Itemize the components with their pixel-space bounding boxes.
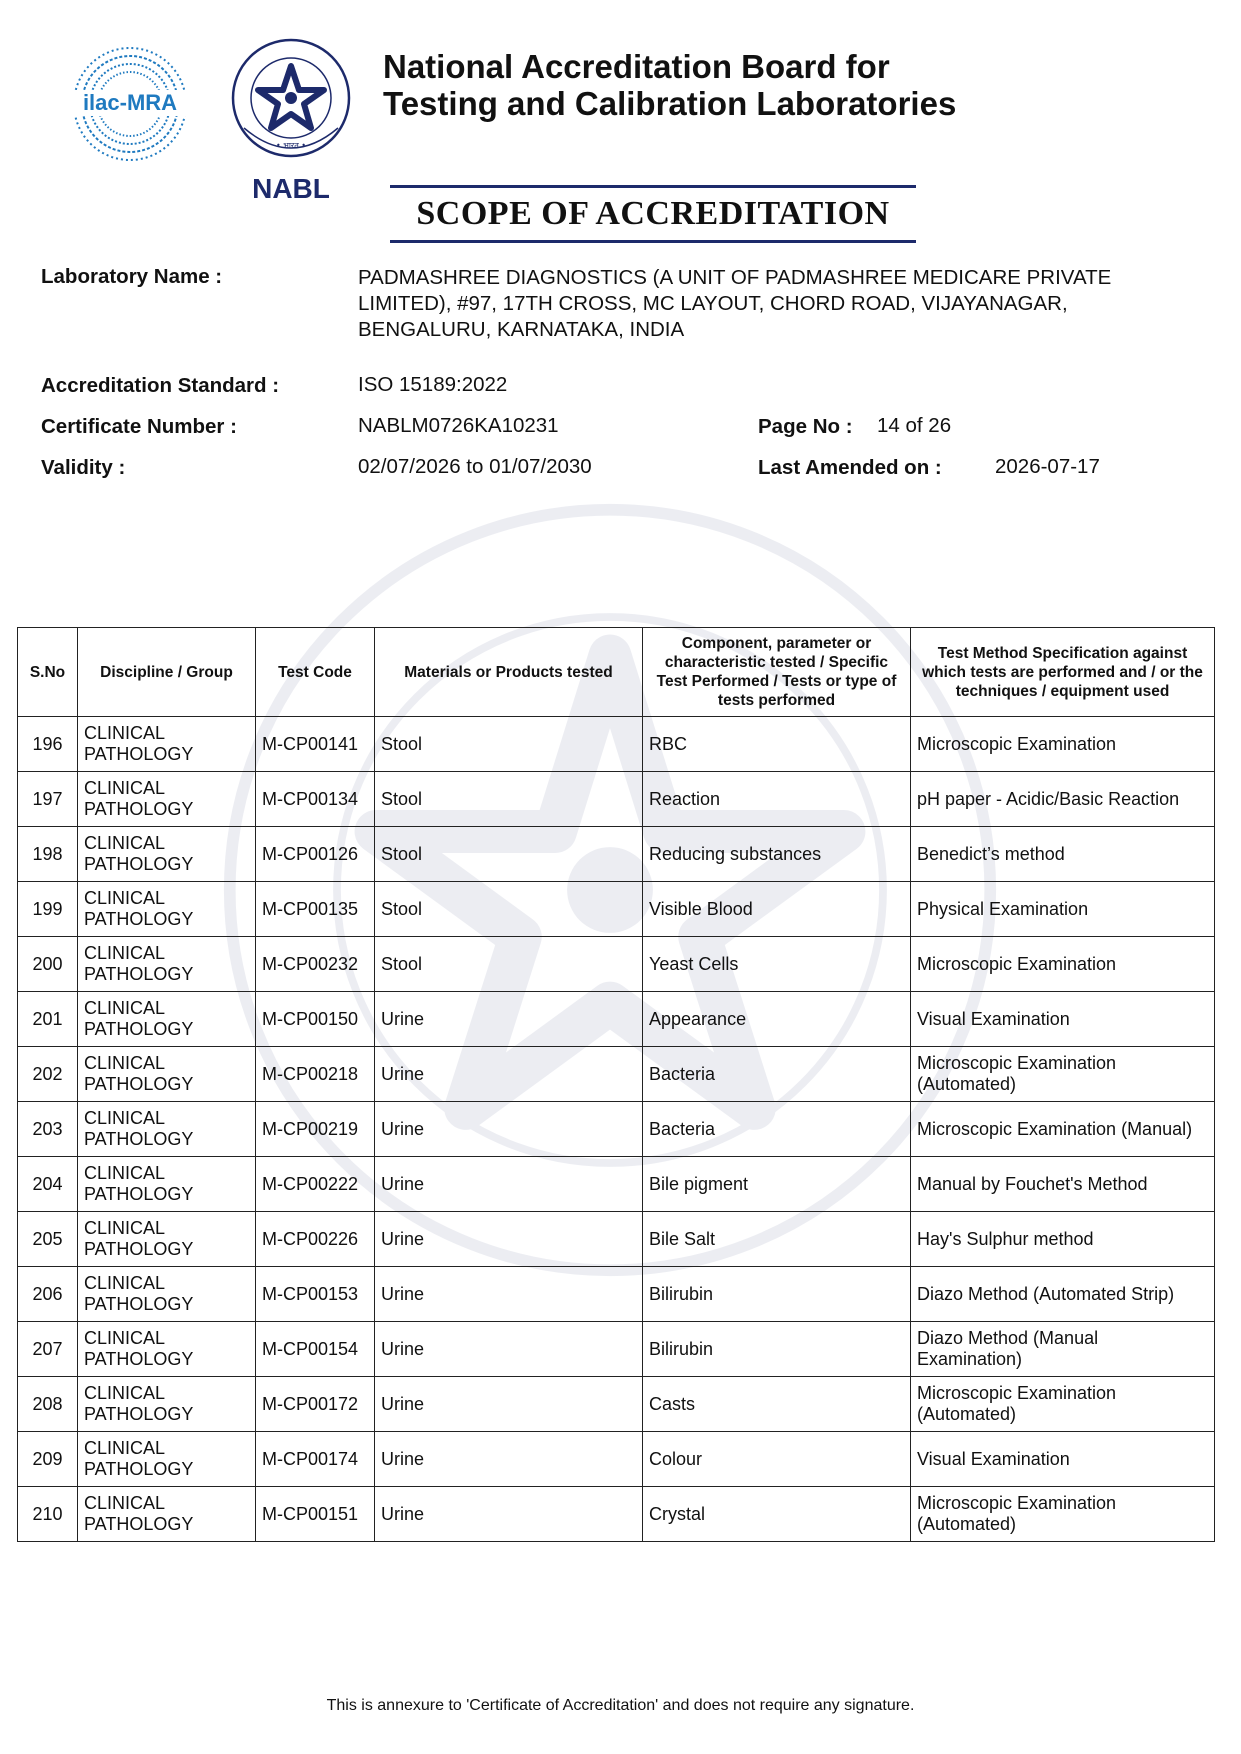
cell-component: Visible Blood <box>643 882 911 937</box>
standard-value: ISO 15189:2022 <box>358 373 508 396</box>
cell-test-method: Microscopic Examination (Automated) <box>911 1047 1215 1102</box>
last-amended-label: Last Amended on : <box>758 456 942 479</box>
cell-test-method: Microscopic Examination (Automated) <box>911 1377 1215 1432</box>
cell-material: Urine <box>375 1267 643 1322</box>
cell-material: Urine <box>375 1322 643 1377</box>
standard-label: Accreditation Standard : <box>41 374 280 397</box>
header-component: Component, parameter or characteristic tested / Specific Test Performed / Tests or type of tests performed <box>643 628 911 717</box>
svg-text:ilac-MRA: ilac-MRA <box>82 90 178 115</box>
group-line1: CLINICAL <box>84 1218 166 1238</box>
cell-sno: 202 <box>18 1047 78 1102</box>
cell-component: Reaction <box>643 772 911 827</box>
ilac-mra-logo <box>70 44 190 164</box>
group-line1: CLINICAL <box>84 943 166 963</box>
cell-test-code: M-CP00226 <box>256 1212 375 1267</box>
cell-test-code: M-CP00126 <box>256 827 375 882</box>
cell-discipline-group <box>78 1322 256 1377</box>
cell-discipline-group <box>78 937 256 992</box>
last-amended-value: 2026-07-17 <box>995 455 1100 478</box>
cell-discipline-group <box>78 1377 256 1432</box>
cell-test-method: Microscopic Examination (Manual) <box>911 1102 1215 1157</box>
cell-discipline-group <box>78 772 256 827</box>
cell-component: Casts <box>643 1377 911 1432</box>
group-line1: CLINICAL <box>84 1383 166 1403</box>
table-row <box>18 1487 1215 1542</box>
table-row <box>18 1047 1215 1102</box>
table-row <box>18 1322 1215 1377</box>
footer-note: This is annexure to 'Certificate of Accreditation' and does not require any signature. <box>326 1697 915 1714</box>
header-test-method: Test Method Specification against which tests are performed and / or the techniques / equipment used <box>911 628 1215 717</box>
group-line1: CLINICAL <box>84 1108 166 1128</box>
certificate-number-label: Certificate Number : <box>41 415 237 438</box>
cell-test-code: M-CP00154 <box>256 1322 375 1377</box>
cell-test-method: Visual Examination <box>911 1432 1215 1487</box>
group-line2: PATHOLOGY <box>84 854 194 874</box>
cell-sno: 208 <box>18 1377 78 1432</box>
table-row <box>18 1157 1215 1212</box>
group-line2: PATHOLOGY <box>84 909 194 929</box>
cell-test-code: M-CP00172 <box>256 1377 375 1432</box>
cell-discipline-group <box>78 717 256 772</box>
page-number-value: 14 of 26 <box>877 414 952 437</box>
organization-title <box>383 48 956 122</box>
table-row <box>18 717 1215 772</box>
cell-discipline-group <box>78 1432 256 1487</box>
cell-discipline-group <box>78 1267 256 1322</box>
cell-component: Reducing substances <box>643 827 911 882</box>
org-title-line1: National Accreditation Board for <box>383 48 890 85</box>
cell-test-method: Benedict’s method <box>911 827 1215 882</box>
table-row <box>18 772 1215 827</box>
cell-test-code: M-CP00222 <box>256 1157 375 1212</box>
group-line2: PATHOLOGY <box>84 1294 194 1314</box>
cell-material: Urine <box>375 1212 643 1267</box>
table-row <box>18 882 1215 937</box>
group-line2: PATHOLOGY <box>84 1349 194 1369</box>
cell-component: Yeast Cells <box>643 937 911 992</box>
cell-material: Urine <box>375 1157 643 1212</box>
cell-discipline-group <box>78 1102 256 1157</box>
cell-material: Urine <box>375 992 643 1047</box>
group-line2: PATHOLOGY <box>84 1129 194 1149</box>
cell-discipline-group <box>78 1487 256 1542</box>
cell-discipline-group <box>78 1157 256 1212</box>
cell-test-method: Hay's Sulphur method <box>911 1212 1215 1267</box>
cell-test-code: M-CP00151 <box>256 1487 375 1542</box>
cell-discipline-group <box>78 827 256 882</box>
lab-name-value <box>358 265 1198 343</box>
cell-test-method: Microscopic Examination <box>911 717 1215 772</box>
group-line1: CLINICAL <box>84 1493 166 1513</box>
cell-material: Stool <box>375 772 643 827</box>
table-row <box>18 827 1215 882</box>
cell-sno: 209 <box>18 1432 78 1487</box>
cell-discipline-group <box>78 992 256 1047</box>
cell-material: Urine <box>375 1487 643 1542</box>
group-line2: PATHOLOGY <box>84 964 194 984</box>
cell-test-code: M-CP00232 <box>256 937 375 992</box>
header-sno: S.No <box>18 628 78 717</box>
cell-sno: 200 <box>18 937 78 992</box>
cell-component: RBC <box>643 717 911 772</box>
cell-test-method: Manual by Fouchet's Method <box>911 1157 1215 1212</box>
scope-title-box <box>390 185 916 243</box>
cell-test-code: M-CP00134 <box>256 772 375 827</box>
group-line1: CLINICAL <box>84 833 166 853</box>
cell-sno: 206 <box>18 1267 78 1322</box>
cell-sno: 198 <box>18 827 78 882</box>
cell-test-method: Diazo Method (Manual Examination) <box>911 1322 1215 1377</box>
group-line2: PATHOLOGY <box>84 1459 194 1479</box>
cell-sno: 210 <box>18 1487 78 1542</box>
group-line2: PATHOLOGY <box>84 1074 194 1094</box>
group-line1: CLINICAL <box>84 1163 166 1183</box>
cell-material: Urine <box>375 1377 643 1432</box>
group-line2: PATHOLOGY <box>84 1404 194 1424</box>
cell-sno: 197 <box>18 772 78 827</box>
group-line2: PATHOLOGY <box>84 799 194 819</box>
cell-sno: 204 <box>18 1157 78 1212</box>
cell-component: Bilirubin <box>643 1267 911 1322</box>
group-line1: CLINICAL <box>84 998 166 1018</box>
cell-sno: 207 <box>18 1322 78 1377</box>
validity-value: 02/07/2026 to 01/07/2030 <box>358 455 592 478</box>
cell-test-method: Diazo Method (Automated Strip) <box>911 1267 1215 1322</box>
lab-name-line3: BENGALURU, KARNATAKA, INDIA <box>358 318 685 341</box>
cell-discipline-group <box>78 1212 256 1267</box>
lab-name-line1: PADMASHREE DIAGNOSTICS (A UNIT OF PADMASHREE MEDICARE PRIVATE <box>358 266 1112 289</box>
group-line2: PATHOLOGY <box>84 1239 194 1259</box>
group-line1: CLINICAL <box>84 778 166 798</box>
group-line1: CLINICAL <box>84 1273 166 1293</box>
nabl-logo <box>226 36 356 206</box>
table-row <box>18 1432 1215 1487</box>
svg-text:NABL: NABL <box>252 173 330 204</box>
header-test-code: Test Code <box>256 628 375 717</box>
cell-test-code: M-CP00135 <box>256 882 375 937</box>
table-body <box>18 717 1215 1542</box>
cell-test-method: Physical Examination <box>911 882 1215 937</box>
cell-test-method: pH paper - Acidic/Basic Reaction <box>911 772 1215 827</box>
validity-label: Validity : <box>41 456 126 479</box>
cell-material: Stool <box>375 717 643 772</box>
svg-text:• भारत •: • भारत • <box>275 141 307 150</box>
group-line1: CLINICAL <box>84 1438 166 1458</box>
cell-discipline-group <box>78 1047 256 1102</box>
cell-sno: 205 <box>18 1212 78 1267</box>
cell-component: Bile pigment <box>643 1157 911 1212</box>
cell-test-code: M-CP00219 <box>256 1102 375 1157</box>
cell-component: Colour <box>643 1432 911 1487</box>
header-materials: Materials or Products tested <box>375 628 643 717</box>
table-row <box>18 1377 1215 1432</box>
cell-component: Bile Salt <box>643 1212 911 1267</box>
scope-title: SCOPE OF ACCREDITATION <box>416 195 890 232</box>
group-line1: CLINICAL <box>84 1053 166 1073</box>
cell-test-code: M-CP00153 <box>256 1267 375 1322</box>
cell-component: Appearance <box>643 992 911 1047</box>
cell-test-code: M-CP00141 <box>256 717 375 772</box>
header-discipline-group: Discipline / Group <box>78 628 256 717</box>
group-line2: PATHOLOGY <box>84 1184 194 1204</box>
table-row <box>18 1102 1215 1157</box>
group-line2: PATHOLOGY <box>84 1019 194 1039</box>
group-line2: PATHOLOGY <box>84 1514 194 1534</box>
group-line1: CLINICAL <box>84 1328 166 1348</box>
cell-test-method: Microscopic Examination (Automated) <box>911 1487 1215 1542</box>
cell-material: Stool <box>375 937 643 992</box>
group-line2: PATHOLOGY <box>84 744 194 764</box>
cell-material: Stool <box>375 827 643 882</box>
table-row <box>18 937 1215 992</box>
table-row <box>18 1212 1215 1267</box>
cell-material: Urine <box>375 1047 643 1102</box>
lab-name-line2: LIMITED), #97, 17TH CROSS, MC LAYOUT, CHORD ROAD, VIJAYANAGAR, <box>358 292 1068 315</box>
cell-component: Bilirubin <box>643 1322 911 1377</box>
cell-material: Urine <box>375 1432 643 1487</box>
table-row <box>18 1267 1215 1322</box>
cell-component: Crystal <box>643 1487 911 1542</box>
cell-material: Urine <box>375 1102 643 1157</box>
group-line1: CLINICAL <box>84 888 166 908</box>
cell-component: Bacteria <box>643 1047 911 1102</box>
org-title-line2: Testing and Calibration Laboratories <box>383 85 957 122</box>
cell-test-method: Microscopic Examination <box>911 937 1215 992</box>
table-row <box>18 992 1215 1047</box>
lab-name-label: Laboratory Name : <box>41 265 223 288</box>
cell-component: Bacteria <box>643 1102 911 1157</box>
group-line1: CLINICAL <box>84 723 166 743</box>
page-number-label: Page No : <box>758 415 853 438</box>
table-header-row <box>18 628 1215 717</box>
cell-material: Stool <box>375 882 643 937</box>
cell-sno: 203 <box>18 1102 78 1157</box>
scope-table <box>17 627 1215 1542</box>
cell-discipline-group <box>78 882 256 937</box>
cell-test-code: M-CP00218 <box>256 1047 375 1102</box>
cell-test-method: Visual Examination <box>911 992 1215 1047</box>
cell-test-code: M-CP00174 <box>256 1432 375 1487</box>
cell-test-code: M-CP00150 <box>256 992 375 1047</box>
certificate-number-value: NABLM0726KA10231 <box>358 414 559 437</box>
cell-sno: 196 <box>18 717 78 772</box>
cell-sno: 201 <box>18 992 78 1047</box>
cell-sno: 199 <box>18 882 78 937</box>
